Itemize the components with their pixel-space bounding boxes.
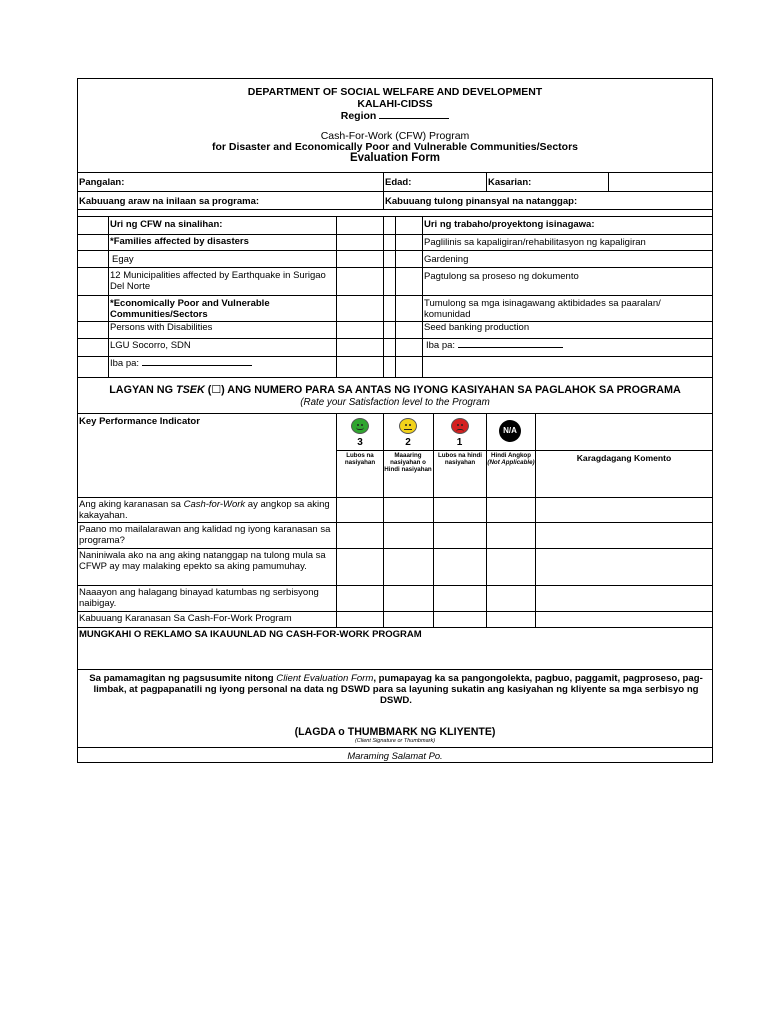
evaluation-form (77, 78, 713, 763)
very-satisfied-face-icon (351, 418, 369, 434)
scale-label: Lubos na hindi nasiyahan (438, 452, 482, 466)
cfw-type-item: *Economically Poor and Vulnerable Communities/Sectors (110, 298, 270, 320)
work-type-header: Uri ng trabaho/proyektong isinagawa: (424, 219, 595, 230)
very-dissatisfied-face-icon (451, 418, 469, 434)
region-field (78, 110, 712, 122)
cfw-type-item: Egay (112, 254, 134, 265)
scale-number: 3 (357, 437, 363, 448)
sex-input[interactable] (609, 173, 712, 190)
signature-sublabel: (Client Signature or Thumbmark) (354, 738, 436, 744)
scale-label: Maaaring nasiyahan o Hindi nasiyahan (384, 452, 432, 473)
cfw-type-item: LGU Socorro, SDN (110, 340, 191, 351)
rating-cell[interactable] (434, 498, 486, 522)
days-label: Kabuuang araw na inilaan sa programa: (79, 196, 260, 207)
work-type-item: Gardening (424, 254, 469, 265)
scale-number: 1 (456, 437, 463, 448)
scale-number: 2 (405, 437, 411, 448)
cfw-other-label: Iba pa: (110, 358, 140, 369)
instructions-title: LAGYAN NG TSEK (☐) ANG NUMERO PARA SA ANTAS NG IYONG KASIYAHAN SA PAGLAHOK SA PROGRAMA (109, 384, 681, 396)
kpi-row: Kabuuang Karanasan Sa Cash-For-Work Program (79, 613, 292, 624)
checkbox-glyph-icon: ☐ (211, 384, 222, 396)
kpi-header: Key Performance Indicator (79, 416, 200, 427)
na-label: Hindi Angkop (491, 452, 531, 459)
kpi-row: Naniniwala ako na ang aking natanggap na tulong mula sa CFWP ay may malaking epekto sa aking pamumuhay. (79, 550, 326, 572)
cfw-type-header: Uri ng CFW na sinalihan: (110, 219, 223, 230)
kpi-row: Paano mo mailalarawan ang kalidad ng iyong karanasan sa programa? (79, 524, 331, 546)
neutral-face-icon (399, 418, 417, 434)
work-type-item: Paglilinis sa kapaligiran/rehabilitasyon ng kapaligiran (424, 237, 646, 248)
not-applicable-badge: N/A (499, 420, 521, 442)
rating-cell[interactable] (337, 498, 383, 522)
cfw-type-item: Persons with Disabilities (110, 322, 213, 333)
program-name: KALAHI-CIDSS (357, 98, 433, 110)
work-other-input-line[interactable] (458, 347, 563, 348)
program-title: Cash-For-Work (CFW) Program (320, 130, 470, 142)
kpi-row: Naaayon ang halagang binayad katumbas ng serbisyong naibigay. (79, 587, 319, 609)
rating-cell[interactable] (487, 498, 535, 522)
cfw-type-item: 12 Municipalities affected by Earthquake in Surigao Del Norte (110, 270, 326, 292)
region-input-line[interactable] (379, 118, 449, 119)
age-label: Edad: (385, 177, 412, 188)
kpi-row: Ang aking karanasan sa Cash-for-Work ay angkop sa aking kakayahan. (79, 499, 330, 521)
cfw-other-input-line[interactable] (142, 365, 252, 366)
sex-label: Kasarian: (488, 177, 532, 188)
na-sublabel: (Not Applicable) (487, 459, 535, 466)
work-other-label: Iba pa: (426, 340, 456, 351)
comment-header: Karagdagang Komento (576, 453, 672, 463)
rating-cell[interactable] (384, 498, 433, 522)
form-title: Evaluation Form (349, 152, 441, 164)
thanks-footer: Maraming Salamat Po. (347, 750, 443, 761)
work-type-item: Pagtulong sa proseso ng dokumento (424, 271, 579, 282)
name-label: Pangalan: (79, 177, 125, 188)
assistance-label: Kabuuang tulong pinansyal na natanggap: (385, 196, 578, 207)
program-subtitle: for Disaster and Economically Poor and Vulnerable Communities/Sectors (211, 141, 579, 153)
work-type-other (426, 340, 563, 351)
department-title: DEPARTMENT OF SOCIAL WELFARE AND DEVELOPMENT (247, 86, 543, 98)
consent-text: Sa pamamagitan ng pagsusumite nitong Client Evaluation Form, pumapayag ka sa pangongolekta, pagbuo, paggamit, pagproseso, pag-limbak, at pagpapanatili ng iyong personal na data ng DSWD para sa layuning sukatin ang kasiyahan ng kliyente sa mga serbisyo ng DSWD. (89, 673, 703, 706)
comment-cell[interactable] (536, 498, 712, 522)
scale-label: Lubos na nasiyahan (344, 452, 376, 466)
work-type-item: Tumulong sa mga isinagawang aktibidades sa paaralan/ komunidad (424, 298, 661, 320)
suggestions-input[interactable] (78, 641, 712, 669)
cfw-type-item: *Families affected by disasters (110, 236, 249, 247)
suggestions-label: MUNGKAHI O REKLAMO SA IKAUUNLAD NG CASH-FOR-WORK PROGRAM (79, 629, 422, 640)
instructions-subtitle: (Rate your Satisfaction level to the Program (300, 397, 490, 408)
cfw-type-other (110, 358, 252, 369)
work-type-item: Seed banking production (424, 322, 530, 333)
signature-label: (LAGDA o THUMBMARK NG KLIYENTE) (294, 726, 496, 738)
region-label: Region (340, 110, 377, 122)
